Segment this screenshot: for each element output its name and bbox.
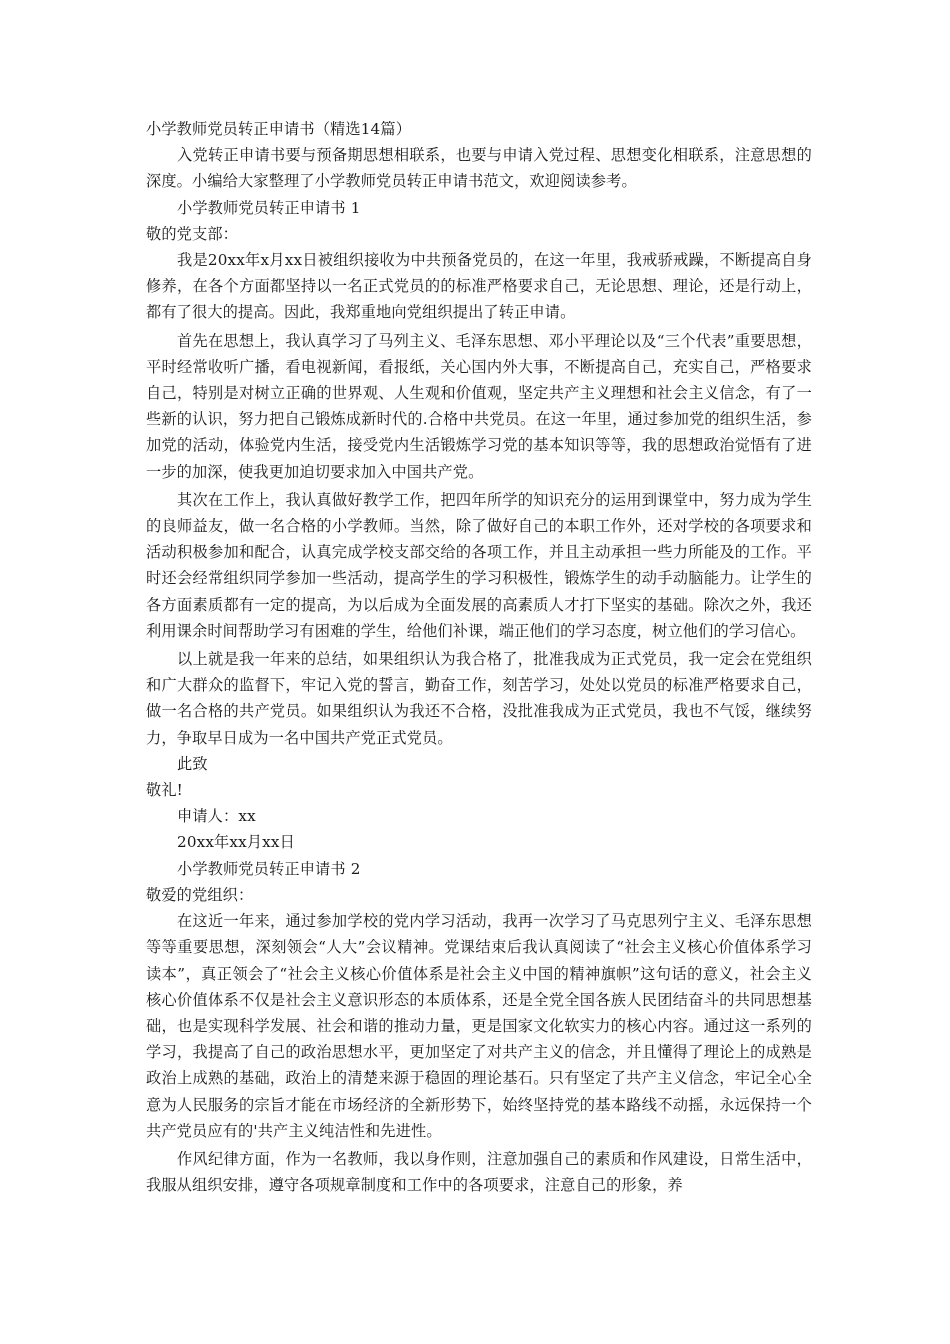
letter2-salutation: 敬爱的党组织：	[146, 885, 254, 904]
intro-paragraph: 入党转正申请书要与预备期思想相联系，也要与申请入党过程、思想变化相联系，注意思想的深度。小编给大家整理了小学教师党员转正申请书范文，欢迎阅读参考。	[146, 146, 812, 191]
letter1-paragraph: 我是20xx年x月xx日被组织接收为中共预备党员的，在这一年里，我戒骄戒躁，不断提高自身修养，在各个方面都坚持以一名正式党员的的标准严格要求自己，无论思想、理论，还是行动上，都有了很大的提高。因此，我郑重地向党组织提出了转正申请。	[146, 251, 812, 322]
letter1-paragraph: 以上就是我一年来的总结，如果组织认为我合格了，批准我成为正式党员，我一定会在党组织和广大群众的监督下，牢记入党的誓言，勤奋工作，刻苦学习，处处以党员的标准严格要求自己，做一名合格的共产党员。如果组织认为我还不合格，没批准我成为正式党员，我也不气馁，继续努力，争取早日成为一名中国共产党正式党员。	[146, 650, 812, 747]
document-body	[146, 116, 812, 1198]
letter2-paragraph: 作风纪律方面，作为一名教师，我以身作则，注意加强自己的素质和作风建设，日常生活中，我服从组织安排，遵守各项规章制度和工作中的各项要求，注意自己的形象，养	[146, 1149, 812, 1195]
letter1-heading: 小学教师党员转正申请书 1	[177, 198, 361, 217]
letter2-heading: 小学教师党员转正申请书 2	[177, 859, 361, 878]
letter1-date: 20xx年xx月xx日	[177, 833, 295, 852]
letter1-paragraph: 首先在思想上，我认真学习了马列主义、毛泽东思想、邓小平理论以及“三个代表”重要思想，平时经常收听广播，看电视新闻，看报纸，关心国内外大事，不断提高自己，充实自己，严格要求自己，特别是对树立正确的世界观、人生观和价值观，坚定共产主义理想和社会主义信念，有了一些新的认识，努力把自己锻炼成新时代的.合格中共党员。在这一年里，通过参加党的组织生活，参加党的活动，体验党内生活，接受党内生活锻炼学习党的基本知识等等，我的思想政治觉悟有了进一步的加深，使我更加迫切要求加入中国共产党。	[146, 331, 812, 481]
document-title: 小学教师党员转正申请书（精选14篇）	[146, 120, 412, 138]
letter1-closing: 此致	[177, 754, 208, 773]
letter1-paragraph: 其次在工作上，我认真做好教学工作，把四年所学的知识充分的运用到课堂中，努力成为学生的良师益友，做一名合格的小学教师。当然，除了做好自己的本职工作外，还对学校的各项要求和活动积极参加和配合，认真完成学校支部交给的各项工作，并且主动承担一些力所能及的工作。平时还会经常组织同学参加一些活动，提高学生的学习积极性，锻炼学生的动手动脑能力。让学生的各方面素质都有一定的提高，为以后成为全面发展的高素质人才打下坚实的基础。除次之外，我还利用课余时间帮助学习有困难的学生，给他们补课，端正他们的学习态度，树立他们的学习信心。	[146, 490, 812, 640]
letter1-regards: 敬礼!	[146, 781, 183, 800]
letter1-applicant: 申请人：xx	[177, 807, 256, 826]
letter1-salutation: 敬的党支部：	[146, 224, 239, 243]
letter2-paragraph: 在这近一年来，通过参加学校的党内学习活动，我再一次学习了马克思列宁主义、毛泽东思想等等重要思想，深刻领会“人大”会议精神。党课结束后我认真阅读了“社会主义核心价值体系学习读本”，真正领会了“社会主义核心价值体系是社会主义中国的精神旗帜”这句话的意义，社会主义核心价值体系不仅是社会主义意识形态的本质体系，还是全党全国各族人民团结奋斗的共同思想基础，也是实现科学发展、社会和谐的推动力量，更是国家文化软实力的核心内容。通过这一系列的学习，我提高了自己的政治思想水平，更加坚定了对共产主义的信念，并且懂得了理论上的成熟是政治上成熟的基础，政治上的清楚来源于稳固的理论基石。只有坚定了共产主义信念，牢记全心全意为人民服务的宗旨才能在市场经济的全新形势下，始终坚持党的基本路线不动摇，永远保持一个共产党员应有的'共产主义纯洁性和先进性。	[146, 912, 812, 1140]
